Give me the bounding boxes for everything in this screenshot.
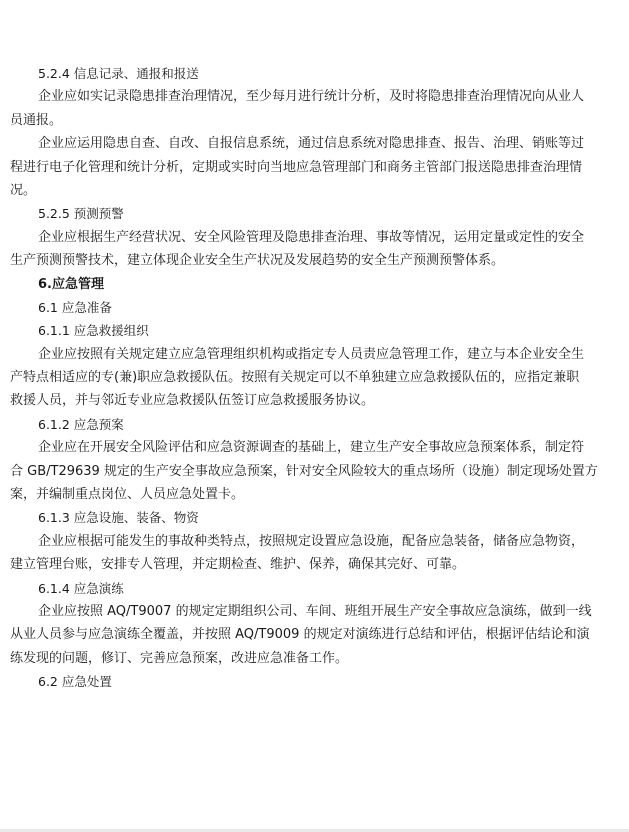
paragraph-line: 企业应如实记录隐患排查治理情况，至少每月进行统计分析，及时将隐患排查治理情况向从业人 xyxy=(38,89,585,105)
paragraph-line: 企业应根据可能发生的事故种类特点，按照规定设置应急设施，配备应急装备，储备应急物资， xyxy=(38,533,585,549)
section-title-6-1-1: 6.1.1 应急救援组织 xyxy=(38,323,149,339)
paragraph-6-1-4 xyxy=(10,600,622,670)
paragraph-line: 案，并编制重点岗位、人员应急处置卡。 xyxy=(10,487,245,503)
document-body xyxy=(10,62,622,694)
paragraph-line: 建立管理台账，安排专人管理，并定期检查、维护、保养，确保其完好、可靠。 xyxy=(10,557,466,573)
section-title-6-1: 6.1 应急准备 xyxy=(38,299,112,315)
paragraph-line: 生产预测预警技术，建立体现企业安全生产状况及发展趋势的安全生产预测预警体系。 xyxy=(10,253,505,269)
paragraph-line: 练发现的问题，修订、完善应急预案，改进应急准备工作。 xyxy=(10,650,349,666)
paragraph-5-2-4-system xyxy=(10,132,622,202)
paragraph-5-2-4-record xyxy=(10,85,622,132)
section-title-5-2-4: 5.2.4 信息记录、通报和报送 xyxy=(38,66,199,81)
paragraph-5-2-5 xyxy=(10,226,622,273)
paragraph-6-1-1 xyxy=(10,343,622,413)
paragraph-line: 企业应根据生产经营状况、安全风险管理及隐患排查治理、事故等情况，运用定量或定性的安全 xyxy=(38,229,585,245)
paragraph-line: 产特点相适应的专(兼)职应急救援队伍。按照有关规定可以不单独建立应急救援队伍的，应指定兼职 xyxy=(10,370,580,386)
paragraph-line: 员通报。 xyxy=(10,112,63,128)
paragraph-line: 况。 xyxy=(10,182,37,198)
chapter-title-6: 6.应急管理 xyxy=(38,276,104,292)
paragraph-line: 合 GB/T29639 规定的生产安全事故应急预案，针对安全风险较大的重点场所（设施）制定现场处置方 xyxy=(10,463,598,479)
paragraph-6-1-3 xyxy=(10,530,622,577)
paragraph-line: 企业应在开展安全风险评估和应急资源调查的基础上，建立生产安全事故应急预案体系，制定符 xyxy=(38,440,585,456)
paragraph-line: 从业人员参与应急演练全覆盖，并按照 AQ/T9009 的规定对演练进行总结和评估，根据评估结论和演 xyxy=(10,627,590,643)
paragraph-line: 企业应运用隐患自查、自改、自报信息系统，通过信息系统对隐患排查、报告、治理、销账等过 xyxy=(38,136,585,152)
section-title-6-1-4: 6.1.4 应急演练 xyxy=(38,580,124,596)
paragraph-line: 企业应按照有关规定建立应急管理组织机构或指定专人员责应急管理工作，建立与本企业安全生 xyxy=(38,346,585,362)
section-title-6-2: 6.2 应急处置 xyxy=(38,674,112,690)
paragraph-line: 程进行电子化管理和统计分析，定期或实时向当地应急管理部门和商务主管部门报送隐患排查治理情 xyxy=(10,159,583,175)
section-title-5-2-5: 5.2.5 预测预警 xyxy=(38,206,124,222)
paragraph-line: 救援人员，并与邻近专业应急救援队伍签订应急救援服务协议。 xyxy=(10,393,375,409)
section-title-6-1-3: 6.1.3 应急设施、装备、物资 xyxy=(38,510,199,526)
section-title-6-1-2: 6.1.2 应急预案 xyxy=(38,416,124,432)
paragraph-6-1-2 xyxy=(10,436,622,506)
paragraph-line: 企业应按照 AQ/T9007 的规定定期组织公司、车间、班组开展生产安全事故应急演练，做到一线 xyxy=(38,603,592,619)
